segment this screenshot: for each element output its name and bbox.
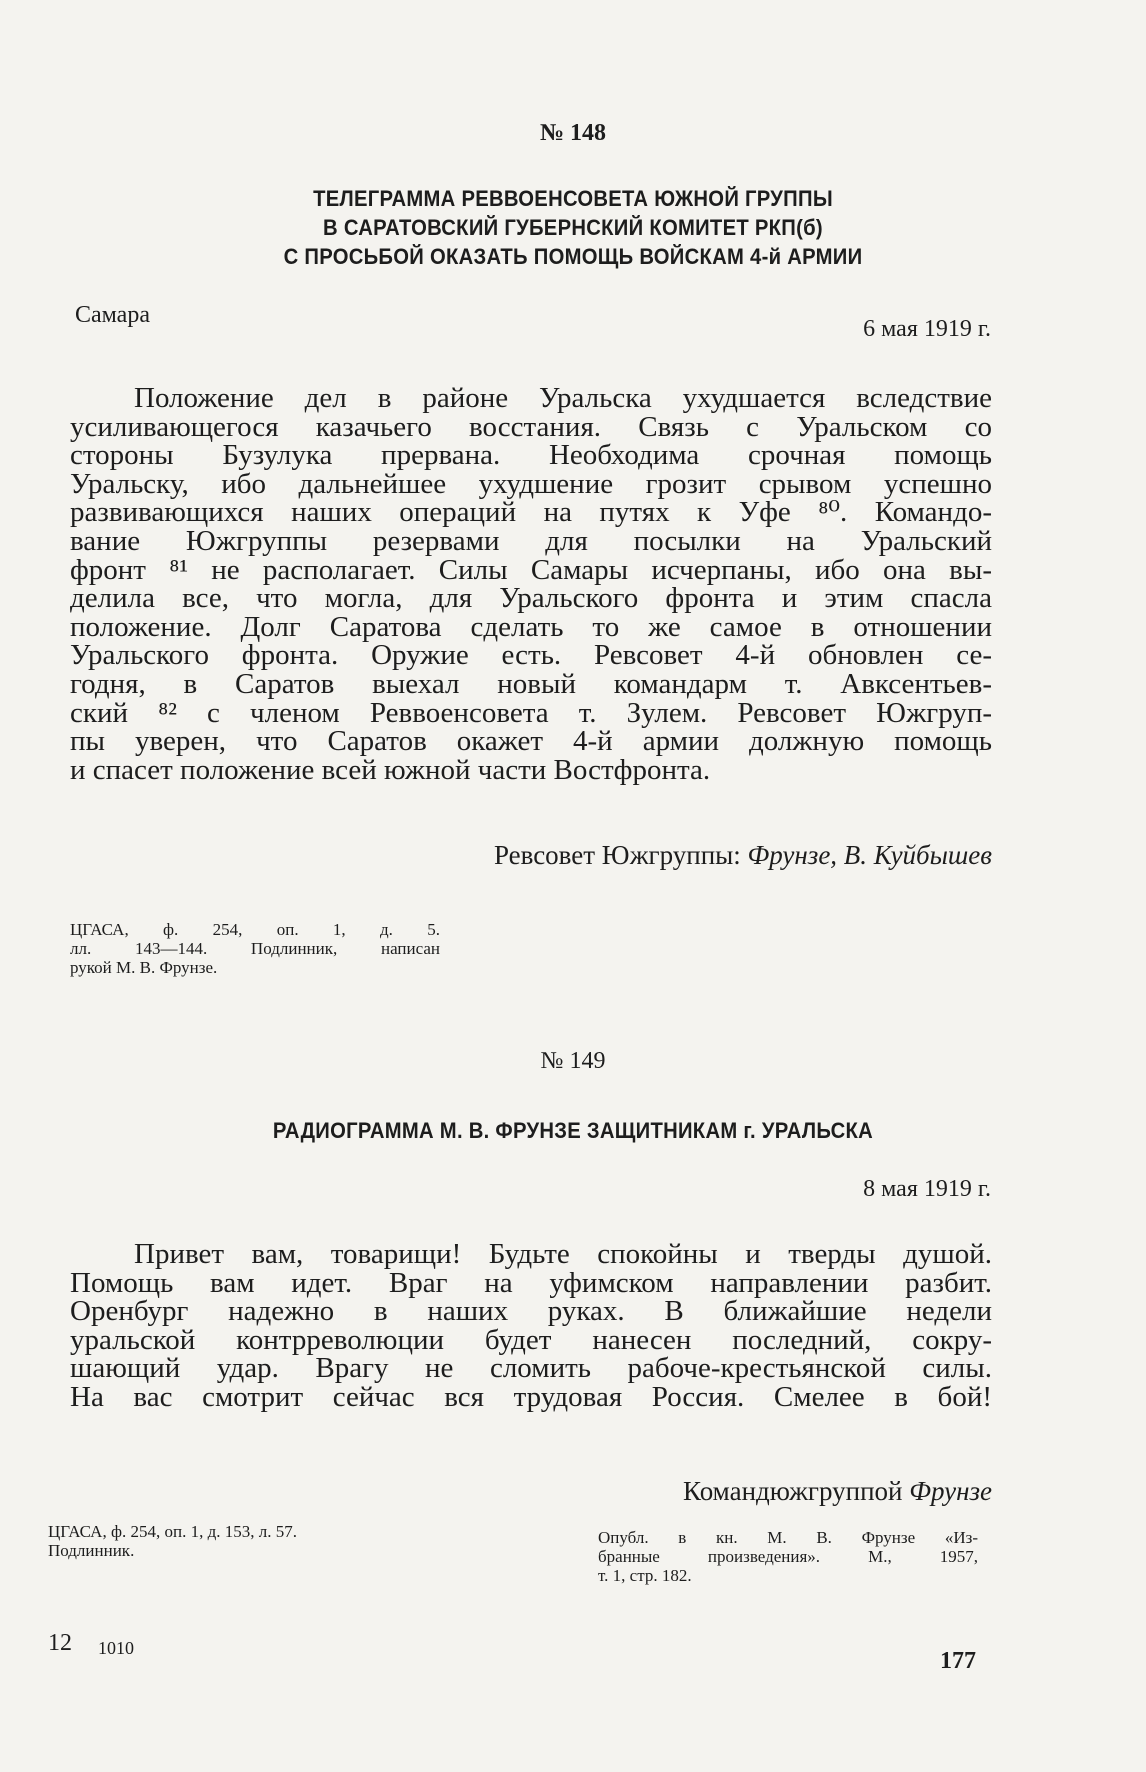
archive-148: [70, 920, 440, 977]
note-line: т. 1, стр. 182.: [598, 1566, 692, 1585]
signature-prefix: Ревсовет Южгруппы:: [493, 840, 748, 870]
signature-names: Фрунзе: [909, 1476, 992, 1506]
text-line: пы уверен, что Саратов окажет 4-й армии должную помощь: [70, 725, 992, 758]
text-line: делила все, что могла, для Уральского фронта и этим спасла: [70, 582, 992, 615]
note-line: бранные произведения». М., 1957,: [598, 1547, 978, 1566]
archive-149: [48, 1522, 448, 1560]
text-line: развивающихся наших операций на путях к Уфе ⁸⁰. Командо-: [70, 496, 992, 529]
text-line: Уральску, ибо дальнейшее ухудшение грозит срывом успешно: [70, 467, 992, 500]
print-code: 1010: [98, 1638, 134, 1658]
text-line: На вас смотрит сейчас вся трудовая Россия. Смелее в бой!: [70, 1380, 992, 1413]
note-line: ЦГАСА, ф. 254, оп. 1, д. 5.: [70, 920, 440, 939]
text-line: шающий удар. Врагу не сломить рабоче-крестьянской силы.: [70, 1352, 992, 1385]
text-line: положение. Долг Саратова сделать то же самое в отношении: [70, 610, 992, 643]
note-line: Подлинник.: [48, 1541, 135, 1560]
body-149: [70, 1240, 992, 1412]
date-149: 8 мая 1919 г.: [863, 1176, 991, 1202]
text-line: Уральского фронта. Оружие есть. Ревсовет 4-й обновлен се-: [70, 639, 992, 672]
title-line: РАДИОГРАММА М. В. ФРУНЗЕ ЗАЩИТНИКАМ г. УРАЛЬСКА: [272, 1118, 874, 1143]
signature-149: [683, 1476, 992, 1507]
text-line: фронт ⁸¹ не располагает. Силы Самары исчерпаны, ибо она вы-: [70, 553, 992, 586]
text-line: Помощь вам идет. Враг на уфимском направлении разбит.: [70, 1266, 992, 1299]
title-line: С ПРОСЬБОЙ ОКАЗАТЬ ПОМОЩЬ ВОЙСКАМ 4-й АРМИИ: [283, 244, 863, 269]
note-line: Опубл. в кн. М. В. Фрунзе «Из-: [598, 1528, 978, 1547]
document-number-149: № 149: [540, 1048, 606, 1074]
text-line: вание Южгруппы резервами для посылки на Уральский: [70, 524, 992, 557]
place: Самара: [75, 302, 150, 328]
publication-note: [598, 1528, 978, 1585]
signature-prefix: Командюжгруппой: [683, 1476, 910, 1506]
body-148: [70, 384, 992, 784]
text-line: Привет вам, товарищи! Будьте спокойны и тверды душой.: [134, 1238, 992, 1270]
note-line: лл. 143—144. Подлинник, написан: [70, 939, 440, 958]
document-title-149: [0, 1116, 1146, 1145]
text-line: Оренбург надежно в наших руках. В ближайшие недели: [70, 1295, 992, 1328]
page-number: 177: [940, 1648, 976, 1674]
signature-names: Фрунзе, В. Куйбышев: [747, 840, 992, 870]
text-line: стороны Бузулука прервана. Необходима срочная помощь: [70, 439, 992, 472]
text-line: и спасет положение всей южной части Востфронта.: [70, 753, 711, 786]
text-line: годня, в Саратов выехал новый командарм т. Авксентьев-: [70, 667, 992, 700]
text-line: уральской контрреволюции будет нанесен последний, сокру-: [70, 1323, 992, 1356]
document-title-148: [0, 184, 1146, 271]
text-line: ский ⁸² с членом Реввоенсовета т. Зулем. Ревсовет Южгруп-: [70, 696, 992, 729]
note-line: ЦГАСА, ф. 254, оп. 1, д. 153, л. 57.: [48, 1522, 297, 1541]
text-line: Положение дел в районе Уральска ухудшается вследствие: [134, 382, 992, 414]
title-line: ТЕЛЕГРАММА РЕВВОЕНСОВЕТА ЮЖНОЙ ГРУППЫ: [313, 186, 833, 211]
signature-148: [494, 840, 992, 871]
note-line: рукой М. В. Фрунзе.: [70, 958, 218, 977]
title-line: В САРАТОВСКИЙ ГУБЕРНСКИЙ КОМИТЕТ РКП(б): [323, 215, 823, 240]
text-line: усиливающегося казачьего восстания. Связь с Уральском со: [70, 410, 992, 443]
document-number-148: № 148: [539, 120, 607, 146]
signature-mark: 12: [48, 1630, 72, 1656]
date-148: 6 мая 1919 г.: [863, 316, 991, 342]
